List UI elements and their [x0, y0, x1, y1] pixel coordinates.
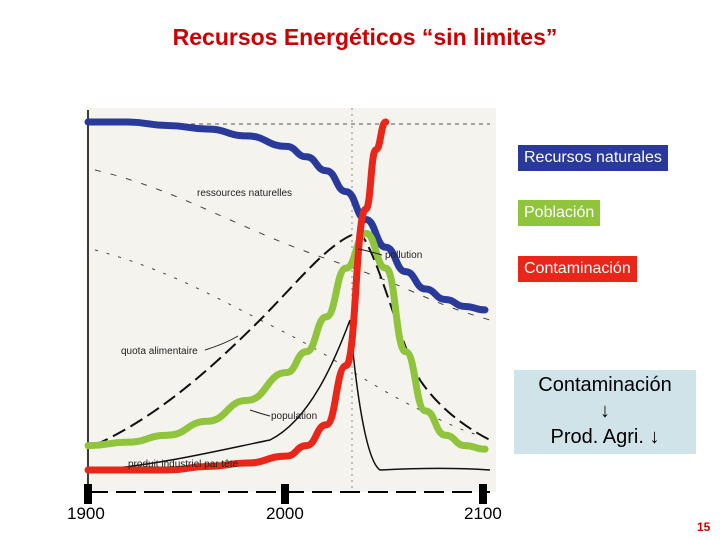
annotation-food-quota: quota alimentaire: [121, 346, 198, 357]
annotation-industrial-output: produit industriel par tête: [128, 459, 239, 470]
page-number: 15: [697, 520, 711, 534]
legend-pollution: Contaminación: [518, 256, 637, 282]
legend-natural-resources: Recursos naturales: [518, 145, 668, 171]
annotation-box-line1: Contaminación: [538, 374, 672, 396]
x-axis-marker-2000: [281, 484, 289, 504]
plot-background: [86, 108, 496, 492]
annotation-natural-resources: ressources naturelles: [197, 188, 293, 199]
annotation-box-arrow1: [514, 398, 696, 424]
annotation-box: [514, 370, 696, 454]
legend-population: Población: [518, 200, 600, 226]
down-arrow-icon: ↓: [649, 426, 660, 448]
annotation-box-line2-row: [514, 424, 696, 450]
x-axis-marker-2100: [479, 484, 487, 504]
x-tick-1900: 1900: [67, 504, 105, 523]
x-tick-2000: 2000: [266, 504, 304, 523]
annotation-population: population: [271, 411, 318, 422]
chart-title: Recursos Energéticos “sin limites”: [172, 24, 558, 50]
annotation-box-line2: Prod. Agri.: [550, 426, 644, 448]
x-axis-marker-1900: [84, 484, 92, 504]
x-tick-2100: 2100: [464, 504, 502, 523]
annotation-pollution: pollution: [385, 250, 423, 261]
down-arrow-icon: ↓: [600, 400, 610, 422]
